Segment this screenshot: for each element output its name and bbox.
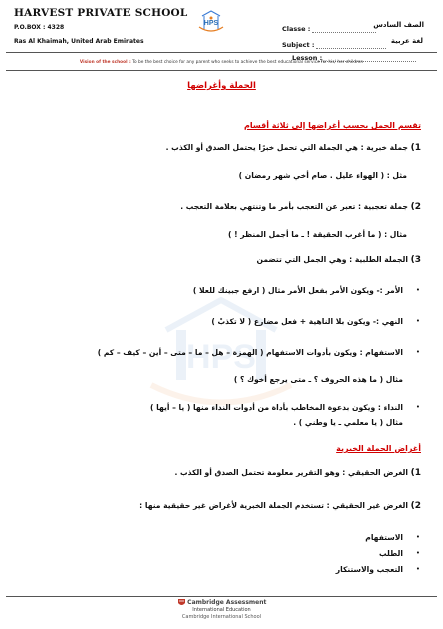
item-text: الجملة الطلبية : وهي الجمل التي تتضمن (256, 255, 408, 264)
item-number: 2) (410, 501, 421, 511)
bullet-icon: • (415, 533, 420, 541)
bullet-item: الطلب (379, 549, 403, 558)
footer (120, 598, 323, 620)
vision-text: To be the best choice for any parent who seeks to achieve the best educational service for his/ her children (132, 60, 364, 65)
cambridge-shield-icon (177, 598, 186, 607)
example-line: مثل : ( الهواء عليل . صام أخي شهر رمضان ) (238, 171, 407, 180)
bullet-icon: • (415, 317, 420, 325)
list-item (18, 143, 421, 153)
bullet-icon: • (415, 565, 420, 573)
example-line: مثال : ( ما أغرب الحقيقة ! ـ ما أجمل المنظر ! ) (228, 230, 407, 239)
example-line: مثال ( يا معلمي ـ يا وطني ) . (293, 418, 403, 427)
class-dots (312, 31, 376, 33)
section2-heading: أغراض الجملة الخبرية (336, 444, 421, 453)
list-item (18, 501, 421, 511)
bullet-item: النداء : ويكون بدعوة المخاطب بأداة من أدوات النداء منها ( يا – أيها ) (150, 403, 403, 412)
bullet-icon: • (415, 549, 420, 557)
item-number: 1) (410, 143, 421, 153)
item-text: جملة خبرية : هي الجملة التي تحمل خبرًا يحتمل الصدق أو الكذب . (165, 143, 408, 152)
item-number: 2) (410, 202, 421, 212)
list-item (18, 255, 421, 265)
class-value: الصف السادس (373, 21, 424, 29)
header-rule (6, 52, 437, 53)
item-text: الغرض غير الحقيقي : تستخدم الجملة الخبرية لأغراض غير حقيقية منها : (139, 501, 408, 510)
example-line: مثال ( ما هذه الحروف ؟ ـ متى يرجع أخوك ؟ ) (233, 375, 403, 384)
item-text: الغرض الحقيقي : وهو التقرير معلومة تحتمل الصدق أو الكذب . (174, 468, 408, 477)
list-item (18, 202, 421, 212)
bullet-icon: • (415, 403, 420, 411)
bullet-item: التعجب والاستنكار (335, 565, 403, 574)
footer-line1: Cambridge Assessment (187, 599, 267, 606)
bullet-icon: • (415, 286, 420, 294)
bullet-icon: • (415, 348, 420, 356)
svg-text:HPS: HPS (186, 338, 256, 376)
item-text: جملة تعجبية : تعبر عن التعجب بأمر ما وتنتهي بعلامة التعجب . (180, 202, 408, 211)
footer-line2: International Education (192, 607, 251, 613)
list-item (18, 468, 421, 478)
bullet-item: الأمر :- ويكون الأمر بفعل الأمر مثال ( ارفع جبينك للعلا ) (192, 286, 403, 295)
item-number: 3) (410, 255, 421, 265)
vision-statement (10, 60, 433, 65)
bullet-item: الاستفهام (365, 533, 403, 542)
class-label: Classe : (282, 25, 311, 33)
school-pobox: P.O.BOX : 4328 (14, 24, 65, 31)
lesson-label: Lesson : (292, 54, 323, 62)
page-title: الجملة وأغراضها (187, 81, 256, 91)
school-address: Ras Al Khaimah, United Arab Emirates (14, 38, 144, 45)
item-number: 1) (410, 468, 421, 478)
subject-value: لغة عربية (390, 37, 423, 45)
bullet-item: النهي :- ويكون بلا الناهية + فعل مضارع ( لا تكذبْ ) (211, 317, 403, 326)
vision-label: Vision of the school : (79, 60, 131, 65)
subject-label: Subject : (282, 41, 315, 49)
subject-dots (316, 47, 386, 49)
footer-rule (6, 596, 437, 597)
footer-line3: Cambridge International School (181, 614, 262, 620)
vision-rule (6, 70, 437, 71)
school-name: HARVEST PRIVATE SCHOOL (14, 7, 188, 19)
bullet-item: الاستفهام : ويكون بأدوات الاستفهام ( الهمزة – هل – ما – متى – أين – كيف – كم ) (97, 348, 403, 357)
logo-text: HPS (203, 20, 219, 27)
section1-heading: تقسم الجمل بحسب أغراضها إلى ثلاثة أقسام (244, 121, 421, 130)
school-logo-icon (196, 7, 226, 39)
